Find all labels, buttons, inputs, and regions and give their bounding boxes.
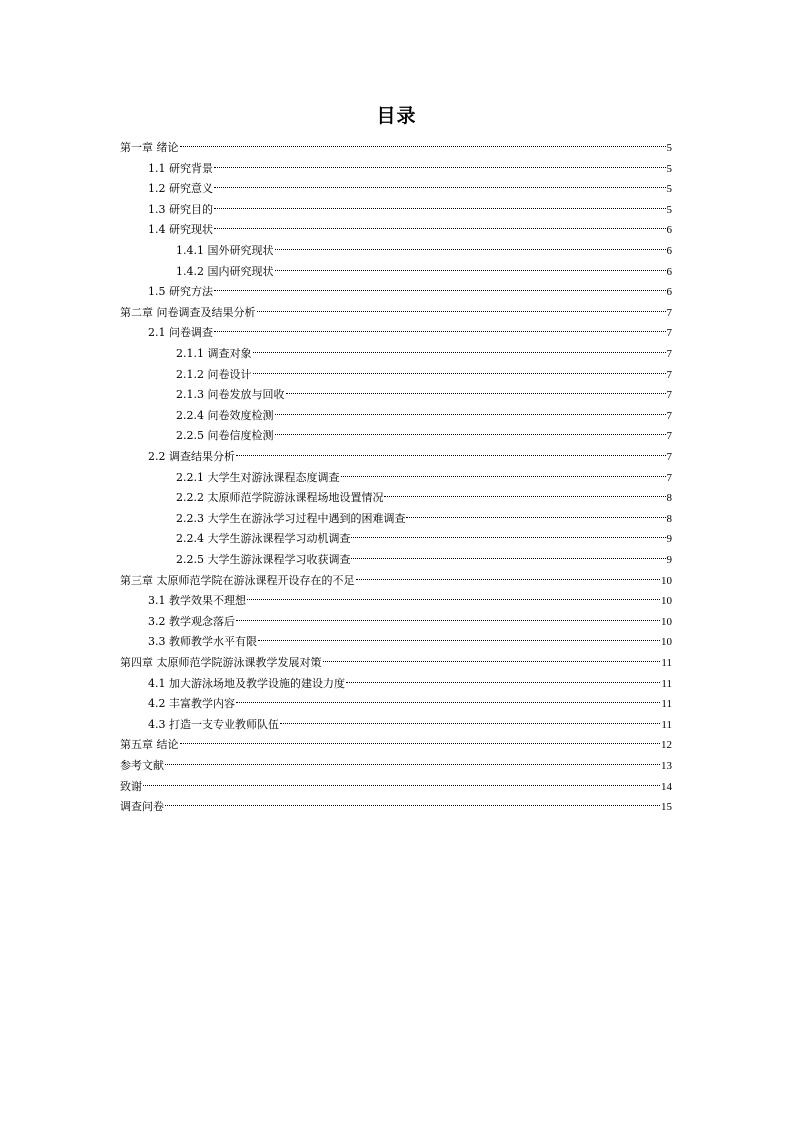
toc-entry-page-number: 6 xyxy=(666,286,672,299)
toc-leader-dots xyxy=(346,682,660,683)
toc-entry-label: 2.2.5 问卷信度检测 xyxy=(176,429,274,443)
toc-entry-page-number: 10 xyxy=(661,615,672,628)
toc-entry[interactable] xyxy=(148,282,672,302)
toc-leader-dots xyxy=(165,805,660,806)
toc-entry-label: 1.3 研究目的 xyxy=(148,202,213,216)
toc-entry-page-number: 11 xyxy=(661,698,672,711)
toc-entry[interactable] xyxy=(148,179,672,199)
toc-entry-page-number: 11 xyxy=(661,677,672,690)
toc-entry-label: 1.4.1 国外研究现状 xyxy=(176,244,274,257)
toc-entry[interactable] xyxy=(176,426,672,446)
toc-leader-dots xyxy=(236,455,666,456)
toc-leader-dots xyxy=(384,496,665,497)
toc-entry-label: 2.2.4 大学生游泳课程学习动机调查 xyxy=(176,532,351,546)
toc-entry-label: 4.1 加大游泳场地及教学设施的建设力度 xyxy=(148,676,345,690)
toc-entry-page-number: 5 xyxy=(666,162,672,175)
toc-entry[interactable] xyxy=(176,529,672,549)
toc-leader-dots xyxy=(406,517,665,518)
toc-entry-label: 2.1.3 问卷发放与回收 xyxy=(176,388,285,402)
toc-entry[interactable] xyxy=(148,200,672,220)
toc-entry[interactable] xyxy=(176,468,672,488)
toc-entry-page-number: 9 xyxy=(666,533,672,546)
toc-entry[interactable] xyxy=(120,303,672,323)
toc-leader-dots xyxy=(165,764,660,765)
toc-entry[interactable] xyxy=(148,591,672,611)
toc-entry[interactable] xyxy=(176,262,672,282)
toc-entry-label: 1.1 研究背景 xyxy=(148,161,213,175)
toc-entry[interactable] xyxy=(148,612,672,632)
toc-entry[interactable] xyxy=(120,735,672,755)
toc-leader-dots xyxy=(143,785,660,786)
toc-leader-dots xyxy=(356,579,661,580)
toc-leader-dots xyxy=(253,352,666,353)
toc-leader-dots xyxy=(236,620,660,621)
toc-leader-dots xyxy=(351,558,665,559)
toc-entry-page-number: 7 xyxy=(666,451,672,463)
toc-entry-page-number: 6 xyxy=(666,245,672,257)
toc-entry-label: 第四章 太原师范学院游泳课教学发展对策 xyxy=(120,656,322,669)
toc-entry-page-number: 13 xyxy=(661,760,672,772)
toc-entry[interactable] xyxy=(176,385,672,405)
toc-entry-page-number: 11 xyxy=(661,657,672,669)
toc-entry-page-number: 7 xyxy=(666,389,672,402)
toc-entry-page-number: 10 xyxy=(661,574,672,587)
toc-leader-dots xyxy=(286,393,666,394)
toc-entry[interactable] xyxy=(176,550,672,570)
toc-entry-page-number: 8 xyxy=(666,512,672,525)
toc-entry-label: 1.4.2 国内研究现状 xyxy=(176,264,274,278)
toc-entry-label: 2.2.1 大学生对游泳课程态度调查 xyxy=(176,470,340,484)
toc-entry[interactable] xyxy=(176,488,672,508)
toc-entry-page-number: 5 xyxy=(666,203,672,216)
toc-entry-label: 2.2.2 太原师范学院游泳课程场地设置情况 xyxy=(176,491,384,505)
toc-entry-label: 4.2 丰富教学内容 xyxy=(148,697,235,711)
toc-entry-label: 1.4 研究现状 xyxy=(148,223,213,237)
toc-leader-dots xyxy=(280,723,660,724)
toc-entry-page-number: 6 xyxy=(666,224,672,237)
toc-entry[interactable] xyxy=(176,406,672,426)
toc-leader-dots xyxy=(214,208,666,209)
toc-entry-label: 参考文献 xyxy=(120,759,164,772)
toc-leader-dots xyxy=(214,290,666,291)
toc-leader-dots xyxy=(180,743,661,744)
toc-leader-dots xyxy=(214,187,666,188)
toc-entry[interactable] xyxy=(176,344,672,364)
toc-leader-dots xyxy=(351,537,665,538)
toc-leader-dots xyxy=(275,414,666,415)
toc-leader-dots xyxy=(253,373,666,374)
toc-entry[interactable] xyxy=(148,323,672,343)
toc-leader-dots xyxy=(275,434,666,435)
toc-entry-page-number: 5 xyxy=(666,142,672,154)
toc-entry-page-number: 5 xyxy=(666,183,672,196)
toc-leader-dots xyxy=(214,167,666,168)
toc-entry[interactable] xyxy=(148,632,672,652)
toc-entry[interactable] xyxy=(120,797,672,817)
toc-entry-label: 3.2 教学观念落后 xyxy=(148,614,235,628)
toc-entry-page-number: 7 xyxy=(666,471,672,484)
toc-entry-label: 2.1.1 调查对象 xyxy=(176,347,252,360)
toc-title: 目录 xyxy=(376,105,417,127)
toc-entry-page-number: 7 xyxy=(666,430,672,443)
toc-entry-page-number: 10 xyxy=(661,636,672,649)
toc-entry[interactable] xyxy=(148,220,672,240)
toc-entry-page-number: 7 xyxy=(666,306,672,319)
toc-entry[interactable] xyxy=(148,694,672,714)
toc-entry-page-number: 11 xyxy=(661,718,672,731)
toc-leader-dots xyxy=(341,476,666,477)
toc-entry-page-number: 15 xyxy=(661,801,672,814)
toc-leader-dots xyxy=(180,146,666,147)
toc-entry-label: 2.2.4 问卷效度检测 xyxy=(176,408,274,422)
toc-entry[interactable] xyxy=(120,571,672,591)
toc-entry[interactable] xyxy=(120,777,672,797)
toc-entry[interactable] xyxy=(120,653,672,673)
toc-leader-dots xyxy=(247,599,660,600)
toc-entry-label: 第二章 问卷调查及结果分析 xyxy=(120,305,256,319)
toc-leader-dots xyxy=(258,640,660,641)
toc-entry[interactable] xyxy=(120,756,672,776)
toc-entry[interactable] xyxy=(176,509,672,529)
toc-entry[interactable] xyxy=(176,241,672,261)
toc-entry-label: 1.2 研究意义 xyxy=(148,182,213,196)
toc-entry-label: 3.1 教学效果不理想 xyxy=(148,594,246,608)
toc-leader-dots xyxy=(257,311,666,312)
toc-entry[interactable] xyxy=(148,715,672,735)
toc-entry[interactable] xyxy=(148,159,672,179)
toc-leader-dots xyxy=(214,331,666,332)
toc-entry-label: 2.2.5 大学生游泳课程学习收获调查 xyxy=(176,553,351,566)
toc-entry-page-number: 7 xyxy=(666,327,672,340)
toc-entry-page-number: 8 xyxy=(666,492,672,505)
toc-entry-label: 第五章 结论 xyxy=(120,738,179,752)
toc-entry-page-number: 7 xyxy=(666,348,672,360)
toc-entry-page-number: 7 xyxy=(666,409,672,422)
toc-leader-dots xyxy=(214,228,666,229)
toc-entry[interactable] xyxy=(148,447,672,467)
toc-entry-page-number: 7 xyxy=(666,368,672,381)
toc-entry-label: 致谢 xyxy=(120,779,142,793)
toc-entry-label: 3.3 教师教学水平有限 xyxy=(148,635,257,649)
toc-leader-dots xyxy=(275,249,666,250)
toc-entry-page-number: 9 xyxy=(666,554,672,566)
toc-entry-label: 2.1.2 问卷设计 xyxy=(176,367,252,381)
toc-entry-label: 2.2.3 大学生在游泳学习过程中遇到的困难调查 xyxy=(176,511,406,525)
toc-entry-label: 调查问卷 xyxy=(120,800,164,814)
toc-entry[interactable] xyxy=(176,365,672,385)
toc-entry[interactable] xyxy=(120,138,672,158)
toc-entry-label: 2.2 调查结果分析 xyxy=(148,450,235,463)
toc-entry-page-number: 14 xyxy=(661,780,672,793)
toc-leader-dots xyxy=(236,702,660,703)
toc-entry[interactable] xyxy=(148,674,672,694)
toc-leader-dots xyxy=(275,270,666,271)
toc-entry-label: 1.5 研究方法 xyxy=(148,285,213,299)
toc-entry-label: 2.1 问卷调查 xyxy=(148,326,213,340)
toc-leader-dots xyxy=(323,661,661,662)
toc-entry-label: 第三章 太原师范学院在游泳课程开设存在的不足 xyxy=(120,573,355,587)
toc-entry-page-number: 12 xyxy=(661,739,672,752)
toc-entry-page-number: 10 xyxy=(661,595,672,608)
toc-entry-label: 第一章 绪论 xyxy=(120,141,179,154)
toc-entry-page-number: 6 xyxy=(666,265,672,278)
toc-entry-label: 4.3 打造一支专业教师队伍 xyxy=(148,717,279,731)
